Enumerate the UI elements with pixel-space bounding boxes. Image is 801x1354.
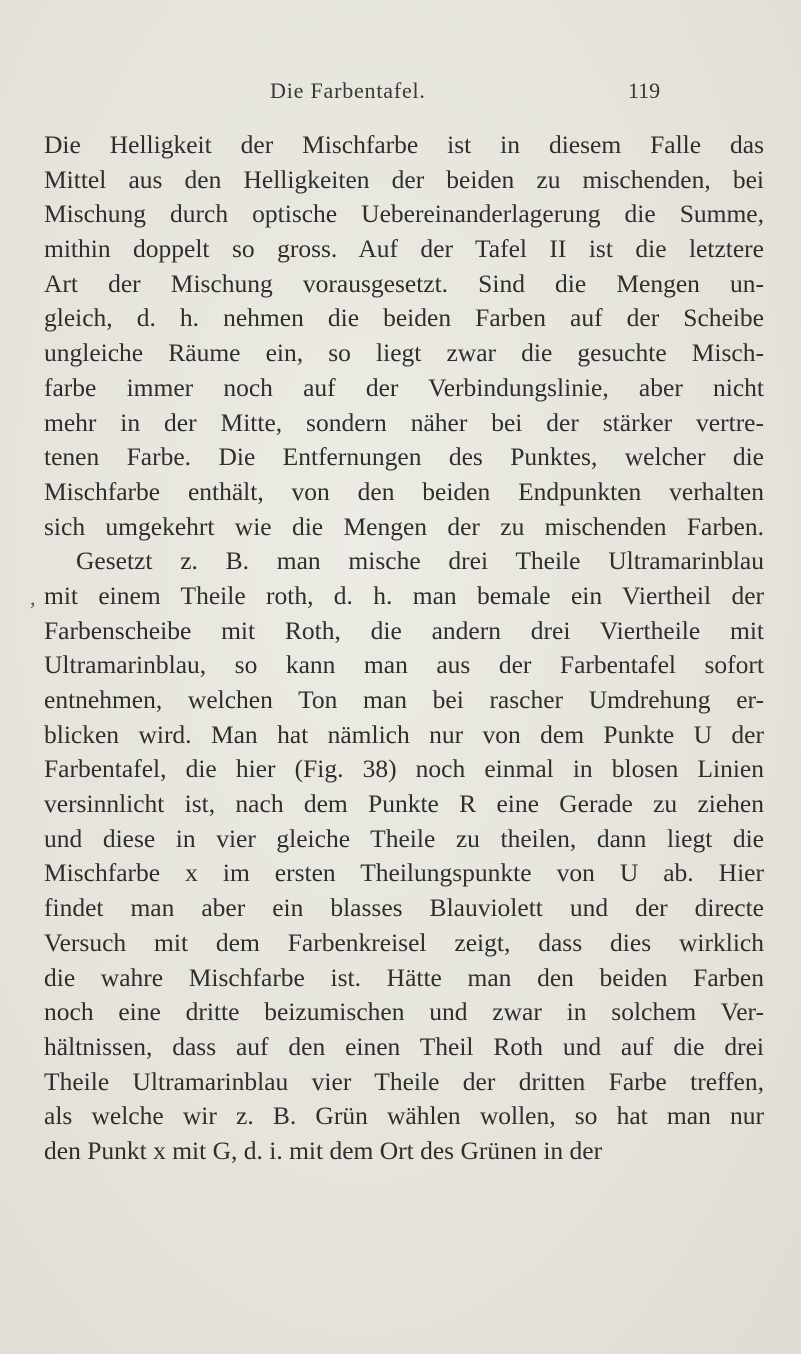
- text-line: die wahre Mischfarbe ist. Hätte man den beiden Farben: [44, 962, 764, 992]
- text-line: Mischung durch optische Uebereinanderlagerung die Summe,: [44, 199, 764, 229]
- text-line: blicken wird. Man hat nämlich nur von dem Punkte U der: [44, 719, 764, 749]
- text-line: mehr in der Mitte, sondern näher bei der stärker vertre-: [44, 407, 764, 437]
- text-line: mithin doppelt so gross. Auf der Tafel II ist die letztere: [44, 234, 764, 264]
- text-line: versinnlicht ist, nach dem Punkte R eine Gerade zu ziehen: [44, 789, 764, 819]
- text-line: den Punkt x mit G, d. i. mit dem Ort des Grünen in der: [44, 1135, 603, 1165]
- text-line: als welche wir z. B. Grün wählen wollen, so hat man nur: [44, 1101, 764, 1131]
- text-line: Versuch mit dem Farbenkreisel zeigt, dass dies wirklich: [44, 927, 764, 957]
- text-line: gleich, d. h. nehmen die beiden Farben auf der Scheibe: [44, 303, 764, 333]
- text-line: Theile Ultramarinblau vier Theile der dritten Farbe treffen,: [44, 1066, 764, 1096]
- text-line: Farbenscheibe mit Roth, die andern drei Viertheile mit: [44, 615, 764, 645]
- text-line: findet man aber ein blasses Blauviolett und der directe: [44, 893, 764, 923]
- text-line: Farbentafel, die hier (Fig. 38) noch einmal in blosen Linien: [44, 754, 764, 784]
- text-line: Mischfarbe enthält, von den beiden Endpunkten verhalten: [44, 476, 764, 506]
- text-line: noch eine dritte beizumischen und zwar in solchem Ver-: [44, 997, 764, 1027]
- text-line: entnehmen, welchen Ton man bei rascher Umdrehung er-: [44, 685, 764, 714]
- text-line: hältnissen, dass auf den einen Theil Roth und auf die drei: [44, 1031, 764, 1061]
- margin-mark: ,: [30, 585, 36, 610]
- text-line: und diese in vier gleiche Theile zu theilen, dann liegt die: [44, 823, 764, 853]
- text-line: Mittel aus den Helligkeiten der beiden zu mischenden, bei: [44, 164, 764, 194]
- text-line: Die Helligkeit der Mischfarbe ist in diesem Falle das: [44, 130, 764, 159]
- text-line: ungleiche Räume ein, so liegt zwar die gesuchte Misch-: [44, 338, 764, 368]
- page-number: 119: [628, 78, 661, 103]
- text-line: Gesetzt z. B. man mische drei Theile Ultramarinblau: [76, 546, 764, 576]
- running-head: [0, 78, 801, 108]
- text-line: farbe immer noch auf der Verbindungslinie, aber nicht: [44, 372, 764, 402]
- running-title: Die Farbentafel.: [270, 78, 426, 103]
- text-line: Ultramarinblau, so kann man aus der Farbentafel sofort: [44, 650, 764, 680]
- body-text: [44, 128, 764, 1169]
- text-line: Art der Mischung vorausgesetzt. Sind die Mengen un-: [44, 268, 764, 298]
- text-line: Mischfarbe x im ersten Theilungspunkte von U ab. Hier: [44, 858, 764, 888]
- text-line: sich umgekehrt wie die Mengen der zu mischenden Farben.: [44, 511, 764, 541]
- text-line: tenen Farbe. Die Entfernungen des Punktes, welcher die: [44, 442, 764, 472]
- text-line: mit einem Theile roth, d. h. man bemale ein Viertheil der: [44, 580, 764, 610]
